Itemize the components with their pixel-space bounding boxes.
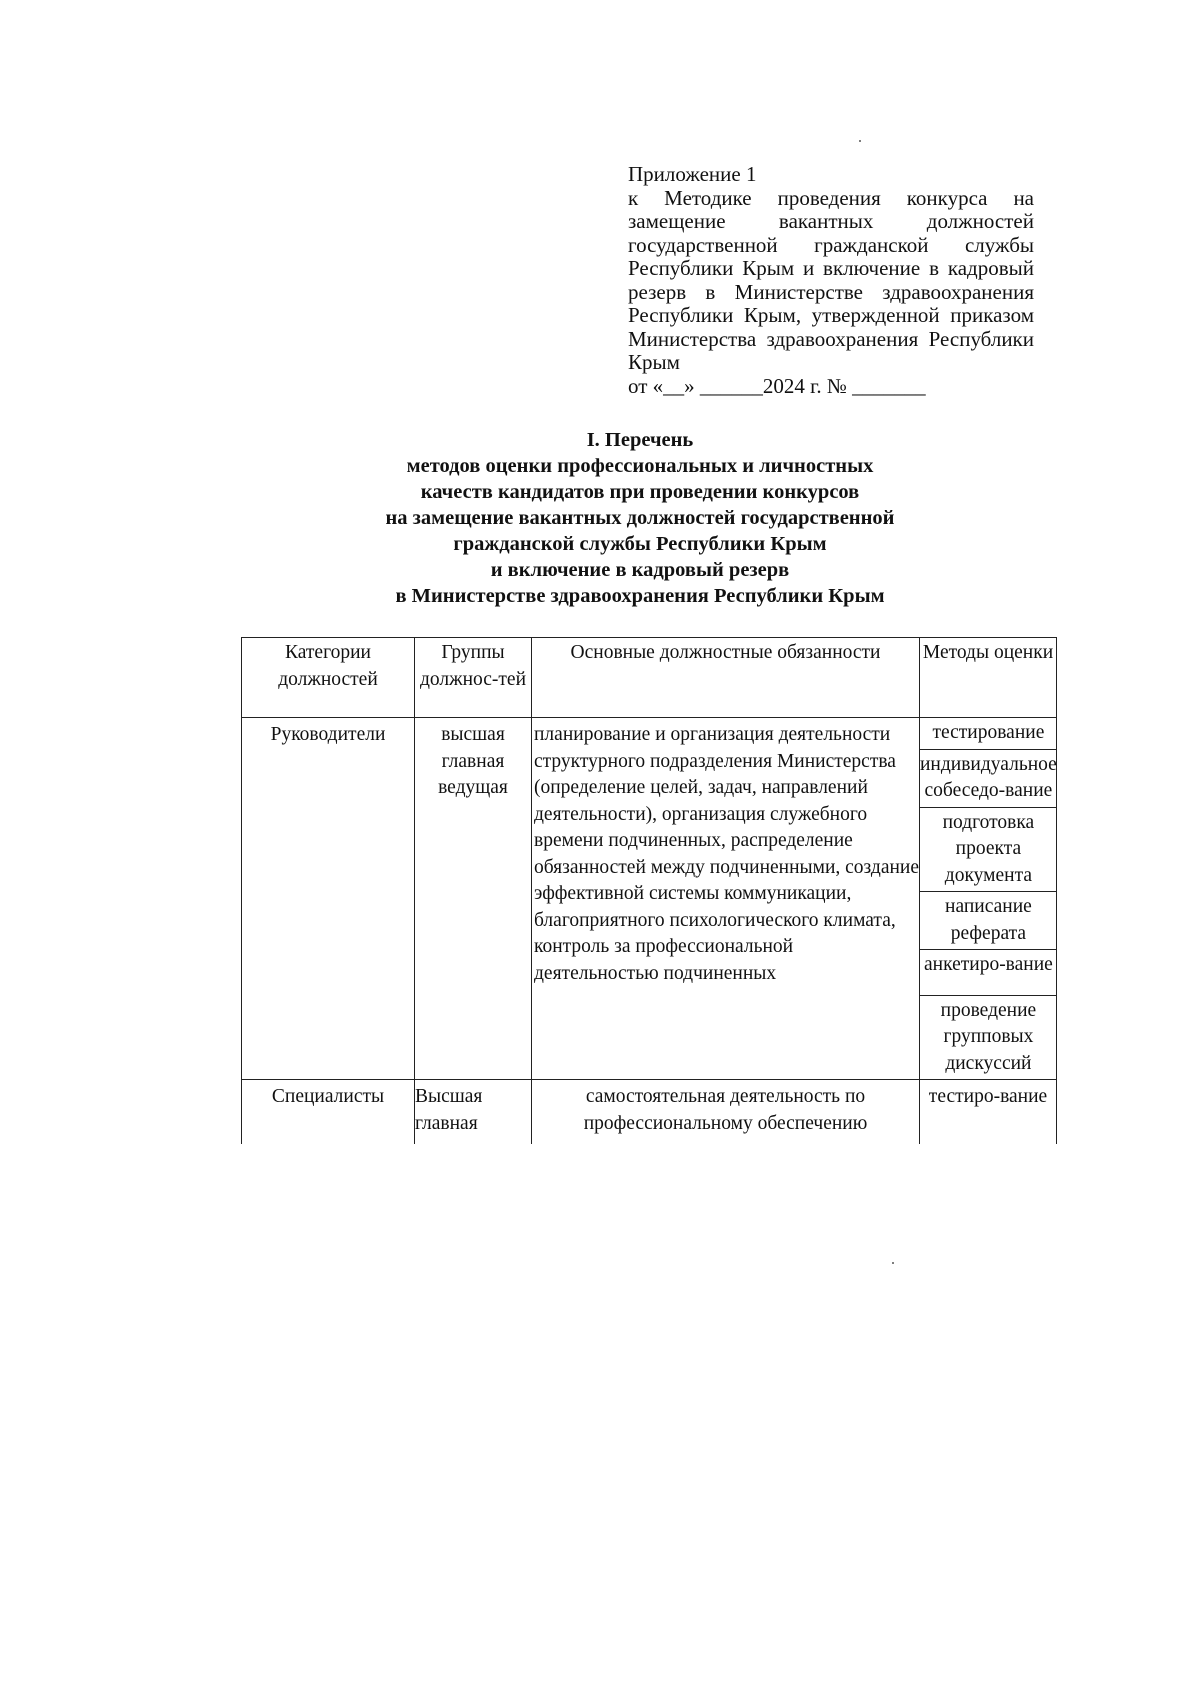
header-duties: Основные должностные обязанности <box>532 638 920 718</box>
table-header-row <box>242 638 1057 718</box>
heading-line: и включение в кадровый резерв <box>490 559 790 581</box>
appendix-date-number: от «__» ______2024 г. № _______ <box>628 373 926 398</box>
heading-line: методов оценки профессиональных и личностных <box>406 455 874 477</box>
row-groups <box>415 1080 532 1145</box>
group-item: главная <box>415 1112 478 1134</box>
group-item: главная <box>441 750 505 772</box>
heading-line: качеств кандидатов при проведении конкурсов <box>420 481 860 503</box>
header-category: Категории должностей <box>242 638 415 718</box>
table-row <box>242 1080 1057 1145</box>
group-item: Высшая <box>415 1086 483 1107</box>
heading-line: на замещение вакантных должностей государственной <box>385 507 895 529</box>
method-item: индивидуальное собеседо-вание <box>920 749 1057 807</box>
row-duties: планирование и организация деятельности структурного подразделения Министерства (определение целей, задач, направлений деятельности), организация служебного времени подчиненных, распределение обязанностей между подчиненными, создание эффективной системы коммуникации, благоприятного психологического климата, контроль за профессиональной деятельностью подчиненных <box>532 718 920 1080</box>
appendix-text: к Методике проведения конкурса на замещение вакантных должностей государственной гражданской службы Республики Крым и включение в кадровый резерв в Министерстве здравоохранения Республики Крым, утвержденной приказом Министерства здравоохранения Республики Крым <box>628 185 1034 374</box>
method-item: тестирование <box>920 718 1057 749</box>
heading-line: гражданской службы Республики Крым <box>453 533 827 555</box>
scan-speck <box>892 1262 894 1264</box>
row-category: Руководители <box>242 718 415 1080</box>
heading-line: в Министерстве здравоохранения Республики Крым <box>395 585 885 607</box>
methods-list <box>920 718 1057 1079</box>
method-item: анкетиро-вание <box>920 950 1057 996</box>
group-item: высшая <box>441 724 505 745</box>
heading-line: I. Перечень <box>586 429 694 451</box>
method-item: подготовка проекта документа <box>920 807 1057 892</box>
row-methods <box>920 1080 1057 1145</box>
document-heading <box>250 427 1030 609</box>
row-groups <box>415 718 532 1080</box>
group-item: ведущая <box>438 777 508 798</box>
assessment-methods-table <box>241 637 1057 1144</box>
row-duties: самостоятельная деятельность по профессиональному обеспечению <box>532 1080 920 1145</box>
header-groups: Группы должнос-тей <box>415 638 532 718</box>
table-row <box>242 718 1057 1080</box>
appendix-block <box>628 163 1034 398</box>
method-item: тестиро-вание <box>928 1086 1048 1107</box>
scan-speck <box>859 140 861 142</box>
appendix-title: Приложение 1 <box>628 162 757 186</box>
row-methods <box>920 718 1057 1080</box>
header-methods: Методы оценки <box>920 638 1057 718</box>
method-item: проведение групповых дискуссий <box>940 999 1037 1074</box>
row-category: Специалисты <box>242 1080 415 1145</box>
method-item: написание реферата <box>920 892 1057 950</box>
